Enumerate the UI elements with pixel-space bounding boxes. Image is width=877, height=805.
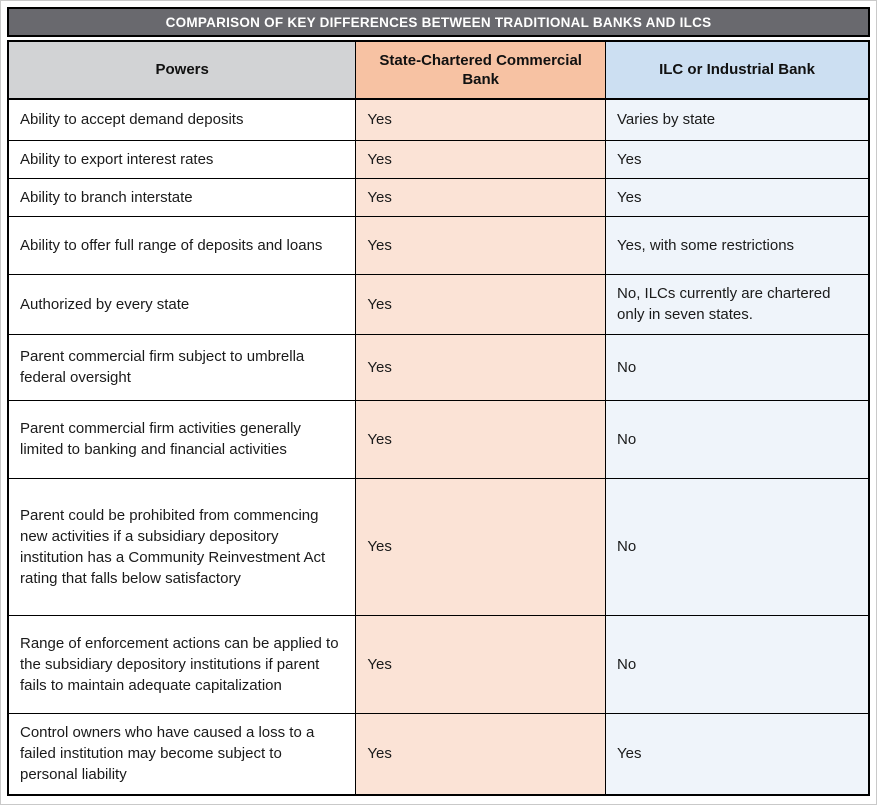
table-row (8, 615, 869, 713)
ilc-cell: No (606, 334, 869, 400)
ilc-cell: No (606, 400, 869, 478)
table-row (8, 140, 869, 178)
ilc-cell: Yes (606, 178, 869, 216)
bank-cell: Yes (356, 216, 606, 274)
power-cell: Parent commercial firm activities generally limited to banking and financial activities (8, 400, 356, 478)
comparison-table (7, 40, 870, 796)
power-cell: Parent could be prohibited from commencing new activities if a subsidiary depository institution has a Community Reinvestment Act rating that falls below satisfactory (8, 478, 356, 615)
bank-cell: Yes (356, 334, 606, 400)
ilc-cell: Varies by state (606, 99, 869, 140)
power-cell: Range of enforcement actions can be applied to the subsidiary depository institutions if parent fails to maintain adequate capitalization (8, 615, 356, 713)
power-cell: Ability to offer full range of deposits and loans (8, 216, 356, 274)
table-row (8, 99, 869, 140)
column-header-powers: Powers (8, 41, 356, 99)
ilc-cell: Yes, with some restrictions (606, 216, 869, 274)
bank-cell: Yes (356, 400, 606, 478)
column-header-ilc-or-industrial-bank: ILC or Industrial Bank (606, 41, 869, 99)
ilc-cell: No, ILCs currently are chartered only in seven states. (606, 274, 869, 334)
power-cell: Ability to branch interstate (8, 178, 356, 216)
bank-cell: Yes (356, 99, 606, 140)
bank-cell: Yes (356, 140, 606, 178)
column-header-state-chartered-commercial-bank: State-Chartered Commercial Bank (356, 41, 606, 99)
power-cell: Parent commercial firm subject to umbrella federal oversight (8, 334, 356, 400)
table-title: COMPARISON OF KEY DIFFERENCES BETWEEN TRADITIONAL BANKS AND ILCS (165, 14, 712, 30)
bank-cell: Yes (356, 274, 606, 334)
table-row (8, 334, 869, 400)
power-cell: Ability to export interest rates (8, 140, 356, 178)
ilc-cell: No (606, 615, 869, 713)
power-cell: Authorized by every state (8, 274, 356, 334)
ilc-cell: Yes (606, 140, 869, 178)
ilc-cell: Yes (606, 713, 869, 795)
table-row (8, 274, 869, 334)
bank-cell: Yes (356, 178, 606, 216)
table-row (8, 178, 869, 216)
bank-cell: Yes (356, 615, 606, 713)
table-row (8, 713, 869, 795)
power-cell: Ability to accept demand deposits (8, 99, 356, 140)
bank-cell: Yes (356, 713, 606, 795)
table-row (8, 400, 869, 478)
table-title-bar (7, 7, 870, 37)
bank-cell: Yes (356, 478, 606, 615)
power-cell: Control owners who have caused a loss to a failed institution may become subject to personal liability (8, 713, 356, 795)
table-row (8, 216, 869, 274)
header-row (8, 41, 869, 99)
table-row (8, 478, 869, 615)
ilc-cell: No (606, 478, 869, 615)
